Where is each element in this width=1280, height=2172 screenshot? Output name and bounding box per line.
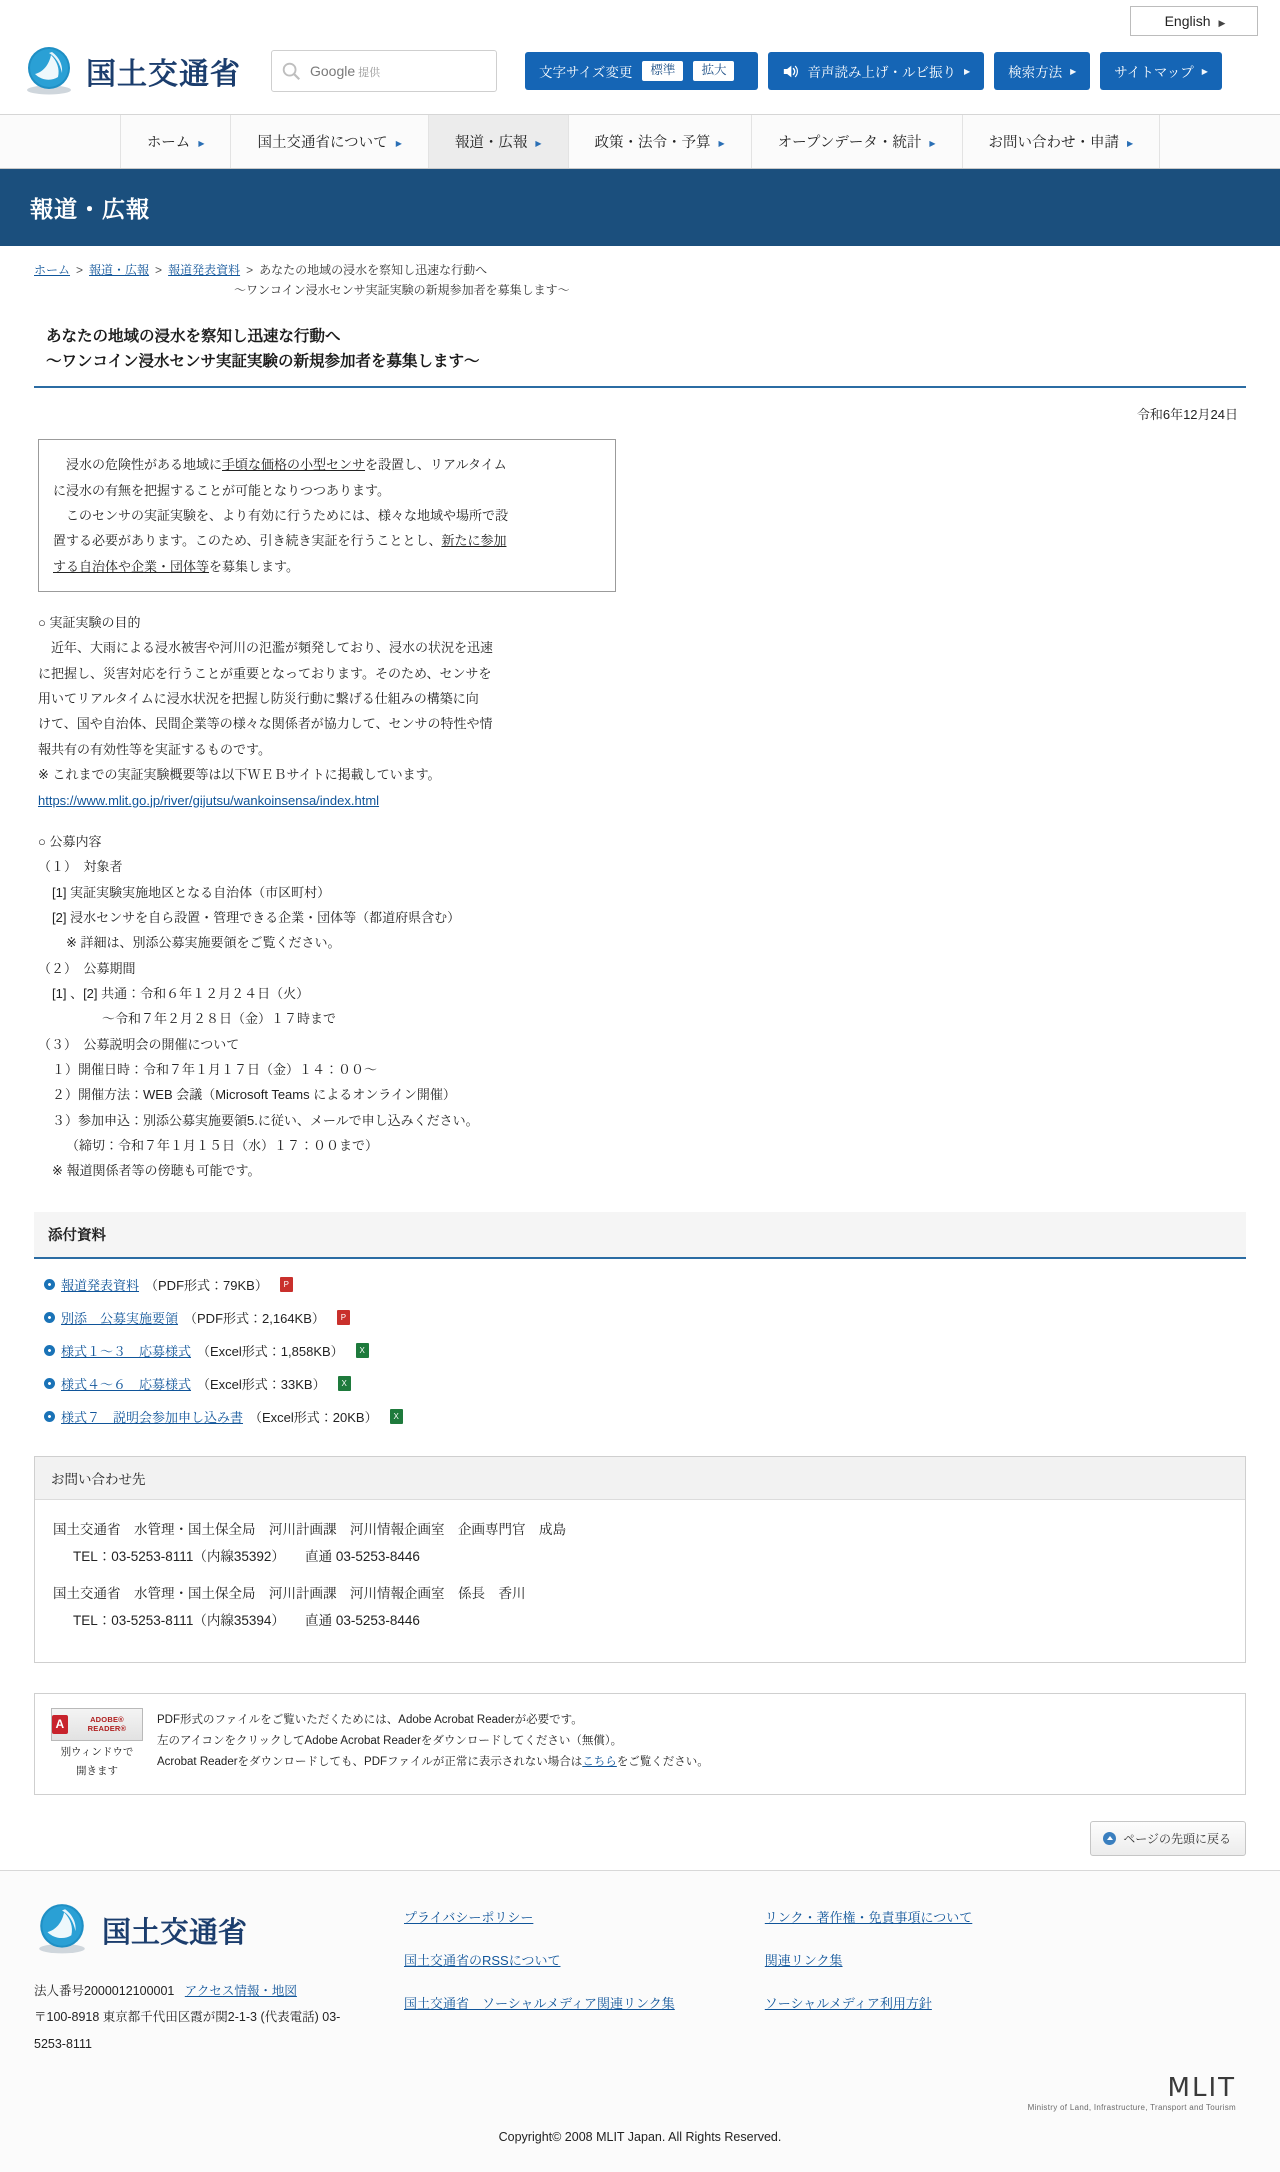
page-top-row xyxy=(0,1795,1280,1870)
koubo-line-1: [1] 実証実験実施地区となる自治体（市区町村） xyxy=(52,884,331,900)
site-footer xyxy=(0,1870,1280,2172)
bullet-icon xyxy=(44,1279,55,1290)
site-logo[interactable] xyxy=(22,44,241,98)
attachment-size: （Excel形式：20KB） xyxy=(249,1409,378,1425)
attachment-size: （PDF形式：79KB） xyxy=(145,1277,268,1293)
page-top-button[interactable] xyxy=(1090,1821,1246,1856)
acrobat-text-line1: PDF形式のファイルをご覧いただくためには、Adobe Acrobat Readerが必要です。 xyxy=(157,1713,583,1726)
purpose-url-link[interactable]: https://www.mlit.go.jp/river/gijutsu/wankoinsensa/index.html xyxy=(38,792,380,808)
attachment-link[interactable]: 別添 公募実施要領 xyxy=(61,1310,179,1326)
excel-icon[interactable]: X xyxy=(356,1343,369,1358)
list-item xyxy=(404,1993,675,2012)
footer-logo[interactable] xyxy=(34,1901,364,1960)
attachment-link[interactable]: 様式４～６ 応募様式 xyxy=(61,1376,192,1392)
contact-name-line: 国土交通省 水管理・国土保全局 河川計画課 河川情報企画室 企画専門官 成島 xyxy=(53,1521,566,1537)
bullet-icon xyxy=(44,1378,55,1389)
breadcrumb-current-line1: あなたの地域の浸水を察知し迅速な行動へ xyxy=(259,263,488,277)
nav-item-contact[interactable]: お問い合わせ・申請 ▶ xyxy=(962,115,1161,168)
attachments-list xyxy=(34,1275,1246,1426)
koubo-line-9: ２）開催方法：WEB 会議（Microsoft Teams によるオンライン開催） xyxy=(52,1087,456,1103)
font-size-label: 文字サイズ変更 xyxy=(539,65,633,80)
footer-links xyxy=(404,1901,972,2057)
acrobat-badge-text: ADOBE® READER® xyxy=(87,1715,127,1734)
english-button[interactable]: English ▶ xyxy=(1130,6,1258,36)
page-top-label: ページの先頭に戻る xyxy=(1123,1832,1231,1847)
voice-read-button[interactable] xyxy=(768,52,984,90)
mlit-logo-icon xyxy=(34,1901,90,1960)
attachments-heading: 添付資料 xyxy=(34,1212,1246,1259)
bullet-icon xyxy=(44,1411,55,1422)
top-utility-bar xyxy=(0,0,1280,36)
koubo-line-11: （締切：令和７年１月１５日（水）１７：００まで） xyxy=(66,1137,379,1153)
list-item xyxy=(404,1950,675,1969)
koubo-line-3: ※ 詳細は、別添公募実施要領をご覧ください。 xyxy=(66,935,341,951)
document-title xyxy=(34,319,1246,389)
corporate-number: 法人番号2000012100001 xyxy=(34,1984,175,1999)
list-item xyxy=(765,1907,972,1926)
sitemap-label: サイトマップ xyxy=(1114,65,1194,80)
page-title-band xyxy=(0,169,1280,246)
list-item xyxy=(44,1308,1246,1327)
contact-entry xyxy=(53,1516,1227,1570)
breadcrumb-item-press[interactable]: 報道・広報 xyxy=(89,263,150,277)
search-method-button[interactable] xyxy=(994,52,1090,90)
publish-date: 令和6年12月24日 xyxy=(1136,407,1238,423)
koubo-line-8: １）開催日時：令和７年１月１７日（金）１４：００～ xyxy=(52,1061,378,1077)
acrobat-notice xyxy=(34,1693,1246,1796)
footer-link-related-links[interactable]: 関連リンク集 xyxy=(764,1953,843,1969)
lead-line-1: 浸水の危険性がある地域に手頃な価格の小型センサを設置し、リアルタイム xyxy=(53,457,507,473)
koubo-line-5: [1] 、[2] 共通：令和６年１２月２４日（火） xyxy=(52,985,310,1001)
nav-item-policy[interactable]: 政策・法令・予算 ▶ xyxy=(568,115,751,168)
acrobat-text-line3 xyxy=(157,1752,709,1773)
list-item xyxy=(765,1950,972,1969)
lead-line-3: このセンサの実証実験を、より有効に行うためには、様々な地域や場所で設 xyxy=(53,508,509,524)
list-item xyxy=(404,1907,675,1926)
acrobat-reader-icon[interactable] xyxy=(51,1708,143,1741)
pdf-icon[interactable]: P xyxy=(280,1277,293,1292)
lead-line-4: 置する必要があります。このため、引き続き実証を行うこととし、新たに参加 xyxy=(53,533,507,549)
koubo-line-4: （２） 公募期間 xyxy=(38,960,136,976)
nav-item-press[interactable]: 報道・広報 ▶ xyxy=(428,115,568,168)
acrobat-text xyxy=(157,1708,709,1774)
main-content xyxy=(0,307,1280,1795)
bullet-icon xyxy=(44,1312,55,1323)
koubo-line-0: （１） 対象者 xyxy=(38,859,123,875)
page-title: 報道・広報 xyxy=(30,196,150,222)
mlit-wordmark-sub: Ministry of Land, Infrastructure, Transport and Tourism xyxy=(1027,2102,1236,2112)
list-item xyxy=(765,1993,972,2012)
footer-address: 〒100-8918 東京都千代田区霞が関2-1-3 (代表電話) 03-5253-8111 xyxy=(34,2010,341,2051)
attachment-size: （PDF形式：2,164KB） xyxy=(184,1310,325,1326)
copyright: Copyright© 2008 MLIT Japan. All Rights Reserved. xyxy=(498,2129,782,2144)
nav-item-home[interactable]: ホーム ▶ xyxy=(120,115,231,168)
breadcrumb: ホーム > 報道・広報 > 報道発表資料 > あなたの地域の浸水を察知し迅速な行動へ ～ワンコイン浸水センサ実証実験の新規参加者を募集します～ xyxy=(0,246,1280,307)
attachment-link[interactable]: 様式７ 説明会参加申し込み書 xyxy=(61,1409,244,1425)
contact-name-line: 国土交通省 水管理・国土保全局 河川計画課 河川情報企画室 係長 香川 xyxy=(53,1585,526,1601)
access-info-link[interactable]: アクセス情報・地図 xyxy=(184,1984,297,1999)
breadcrumb-item-release[interactable]: 報道発表資料 xyxy=(168,263,241,277)
excel-icon[interactable]: X xyxy=(390,1409,403,1424)
lead-line-5: する自治体や企業・団体等を募集します。 xyxy=(53,558,299,574)
breadcrumb-current-line2: ～ワンコイン浸水センサ実証実験の新規参加者を募集します～ xyxy=(234,283,570,298)
search-icon xyxy=(280,60,302,82)
attachment-link[interactable]: 報道発表資料 xyxy=(61,1277,140,1293)
purpose-line-5: 報共有の有効性等を実証するものです。 xyxy=(38,741,271,757)
acrobat-a-glyph: A xyxy=(52,1715,68,1734)
acrobat-help-link[interactable]: こちら xyxy=(582,1756,617,1769)
contact-body xyxy=(35,1500,1245,1662)
search-method-label: 検索方法 xyxy=(1008,65,1063,80)
footer-link-social-policy[interactable]: ソーシャルメディア利用方針 xyxy=(764,1996,932,2012)
footer-link-privacy[interactable]: プライバシーポリシー xyxy=(404,1910,534,1926)
list-item xyxy=(44,1341,1246,1360)
purpose-line-2: に把握し、災害対応を行うことが重要となっております。そのため、センサを xyxy=(38,665,492,681)
voice-read-label: 音声読み上げ・ルビ振り xyxy=(807,65,956,80)
search-placeholder-google: Google xyxy=(310,62,356,79)
footer-meta xyxy=(34,1978,364,2057)
acrobat-text-line2: 左のアイコンをクリックしてAdobe Acrobat Readerをダウンロードしてください（無償）。 xyxy=(157,1734,623,1747)
contact-box xyxy=(34,1456,1246,1663)
global-navigation xyxy=(0,114,1280,169)
contact-heading: お問い合わせ先 xyxy=(35,1457,1245,1500)
mlit-wordmark xyxy=(34,2057,1246,2112)
nav-item-opendata[interactable]: オープンデータ・統計 ▶ xyxy=(751,115,962,168)
list-item xyxy=(44,1275,1246,1294)
koubo-line-6: ～令和７年２月２８日（金）１７時まで xyxy=(102,1011,337,1027)
purpose-line-3: 用いてリアルタイムに浸水状況を把握し防災行動に繋げる仕組みの構築に向 xyxy=(38,691,479,707)
search-placeholder-sub: 提供 xyxy=(358,66,381,79)
mlit-wordmark-text: MLIT xyxy=(1167,2072,1236,2103)
site-logo-text: 国土交通省 xyxy=(86,57,241,92)
purpose-line-1: 近年、大雨による浸水被害や河川の氾濫が頻発しており、浸水の状況を迅速 xyxy=(38,640,494,656)
koubo-line-7: （３） 公募説明会の開催について xyxy=(38,1036,240,1052)
footer-links-col2 xyxy=(765,1907,972,2057)
acrobat-badge[interactable] xyxy=(51,1708,143,1781)
arrow-up-icon xyxy=(1103,1832,1116,1845)
footer-logo-block xyxy=(34,1901,364,2057)
breadcrumb-item-home[interactable]: ホーム xyxy=(34,263,71,277)
acrobat-note-line2: 開きます xyxy=(76,1765,118,1778)
purpose-line-4: けて、国や自治体、民間企業等の様々な関係者が協力して、センサの特性や情 xyxy=(38,716,493,732)
footer-top xyxy=(34,1901,1246,2057)
font-size-large-button[interactable]: 拡大 xyxy=(693,61,734,81)
font-size-normal-button[interactable]: 標準 xyxy=(642,61,683,81)
footer-link-copyright-policy[interactable]: リンク・著作権・免責事項について xyxy=(764,1910,973,1926)
footer-links-col1 xyxy=(404,1907,675,2057)
lead-box xyxy=(38,439,616,592)
acrobat-text-line3-b: をご覧ください。 xyxy=(616,1756,709,1769)
purpose-heading: ○ 実証実験の目的 xyxy=(38,615,141,631)
purpose-line-6: ※ これまでの実証実験概要等は以下ＷＥＢサイトに掲載しています。 xyxy=(38,767,441,783)
lead-line-2: に浸水の有無を把握することが可能となりつつあります。 xyxy=(53,482,390,498)
search-placeholder xyxy=(310,63,380,80)
speaker-icon xyxy=(782,64,799,79)
search-input[interactable] xyxy=(271,50,497,92)
koubo-line-12: ※ 報道関係者等の傍聴も可能です。 xyxy=(52,1163,261,1179)
footer-corporate-row xyxy=(34,1978,364,2004)
list-item xyxy=(44,1407,1246,1426)
footer-link-social-links[interactable]: 国土交通省 ソーシャルメディア関連リンク集 xyxy=(404,1996,675,2012)
bullet-icon xyxy=(44,1345,55,1356)
section-koubo xyxy=(38,829,1246,1184)
acrobat-note-line1: 別ウィンドウで xyxy=(60,1745,134,1758)
list-item xyxy=(44,1374,1246,1393)
attachment-link[interactable]: 様式１～３ 応募様式 xyxy=(61,1343,192,1359)
footer-link-rss[interactable]: 国土交通省のRSSについて xyxy=(404,1953,561,1969)
contact-tel-line: TEL：03-5253-8111（内線35394） 直通 03-5253-8446 xyxy=(73,1612,420,1628)
attachment-size: （Excel形式：33KB） xyxy=(197,1376,326,1392)
excel-icon[interactable]: X xyxy=(338,1376,351,1391)
koubo-line-2: [2] 浸水センサを自ら設置・管理できる企業・団体等（都道府県含む） xyxy=(52,909,461,925)
nav-item-about[interactable]: 国土交通省について ▶ xyxy=(230,115,427,168)
koubo-line-10: ３）参加申込：別添公募実施要領5.に従い、メールで申し込みください。 xyxy=(52,1112,479,1128)
sitemap-button[interactable] xyxy=(1100,52,1222,90)
document-title-line2: ～ワンコイン浸水センサ実証実験の新規参加者を募集します～ xyxy=(46,352,480,370)
contact-entry xyxy=(53,1580,1227,1634)
site-header xyxy=(0,36,1280,114)
attachment-size: （Excel形式：1,858KB） xyxy=(197,1343,344,1359)
koubo-heading: ○ 公募内容 xyxy=(38,833,102,849)
font-size-control[interactable] xyxy=(525,52,758,90)
pdf-icon[interactable]: P xyxy=(337,1310,350,1325)
body-text xyxy=(34,610,1246,1184)
mlit-logo-icon xyxy=(22,44,76,98)
section-purpose xyxy=(38,610,1246,813)
contact-tel-line: TEL：03-5253-8111（内線35392） 直通 03-5253-8446 xyxy=(73,1548,420,1564)
acrobat-text-line3-a: Acrobat Readerをダウンロードしても、PDFファイルが正常に表示されない場合は xyxy=(157,1756,583,1769)
document-title-line1: あなたの地域の浸水を察知し迅速な行動へ xyxy=(46,327,341,345)
header-buttons xyxy=(525,52,1222,90)
footer-logo-text: 国土交通省 xyxy=(102,1917,248,1950)
